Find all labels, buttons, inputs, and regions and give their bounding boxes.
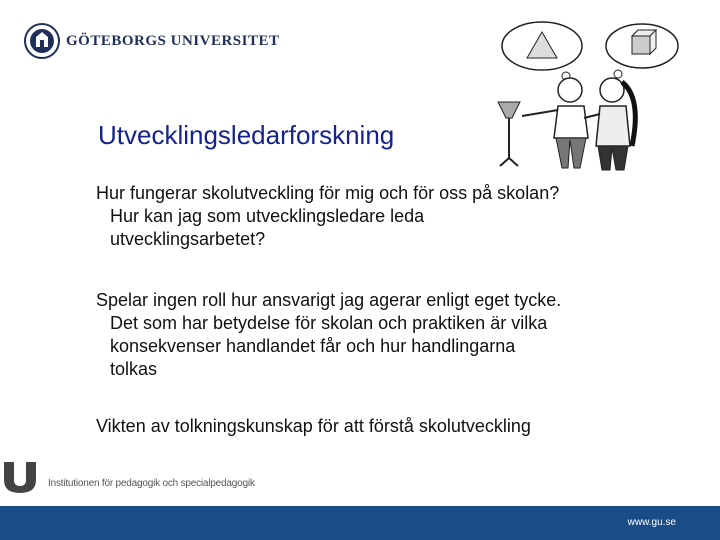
ipkl-u-logo-icon bbox=[0, 460, 40, 494]
body-paragraph bbox=[96, 289, 561, 381]
body-paragraph bbox=[96, 415, 531, 438]
footer-url[interactable]: www.gu.se bbox=[627, 517, 676, 528]
cartoon-two-people-thinking-icon bbox=[492, 18, 684, 178]
paragraph-line: Hur kan jag som utvecklingsledare leda bbox=[110, 206, 425, 226]
paragraph-line: utvecklingsarbetet? bbox=[110, 229, 266, 249]
institution-name: Institutionen för pedagogik och specialpedagogik bbox=[48, 478, 255, 489]
footer-bar bbox=[0, 506, 720, 540]
slide-title: Utvecklingsledarforskning bbox=[98, 120, 395, 150]
paragraph-line: konsekvenser handlandet får och hur handlingarna bbox=[110, 336, 516, 356]
university-name: GÖTEBORGS UNIVERSITET bbox=[66, 32, 280, 49]
paragraph-line: Hur fungerar skolutveckling för mig och för oss på skolan? bbox=[96, 183, 560, 203]
university-seal-icon bbox=[24, 23, 60, 59]
paragraph-line: Vikten av tolkningskunskap för att förstå skolutveckling bbox=[96, 416, 531, 436]
paragraph-line: Spelar ingen roll hur ansvarigt jag agerar enligt eget tycke. bbox=[96, 290, 562, 310]
paragraph-line: tolkas bbox=[110, 359, 158, 379]
paragraph-line: Det som har betydelse för skolan och praktiken är vilka bbox=[110, 313, 548, 333]
body-paragraph bbox=[96, 182, 559, 251]
university-logo bbox=[24, 22, 279, 60]
